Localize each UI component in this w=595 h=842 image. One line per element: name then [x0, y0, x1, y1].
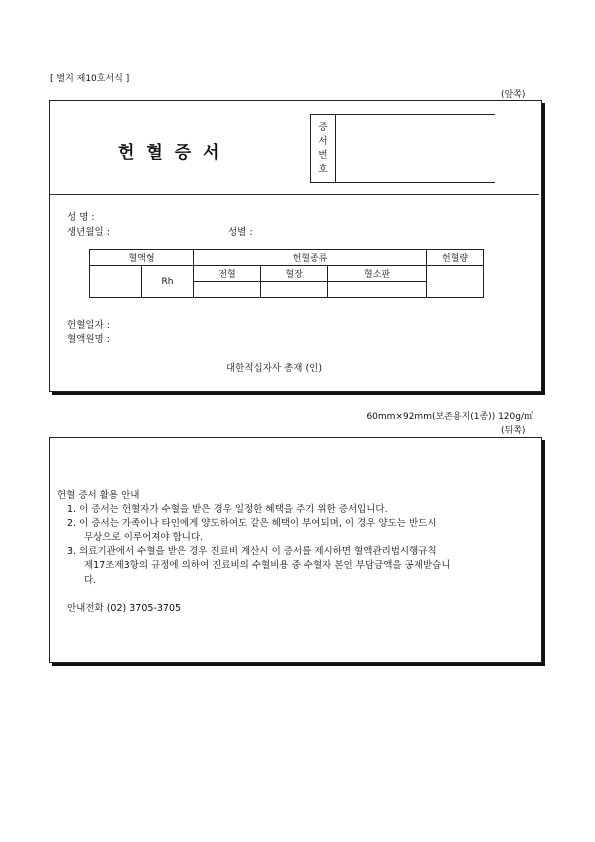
- donation-type-header: 헌혈종류: [194, 250, 427, 266]
- spec-line: 60mm×92mm(보존용지(1종)) 120g/㎡: [366, 412, 533, 422]
- subtype-whole-blood: 전혈: [194, 266, 261, 282]
- name-label: 성 명 :: [67, 212, 95, 223]
- blood-type-header: 혈액형: [90, 250, 194, 266]
- notice-item-1: 1. 이 증서는 헌혈자가 수혈을 받은 경우 일정한 혜택을 주기 위한 증서입니다.: [67, 504, 388, 515]
- plasma-cell: [261, 282, 328, 298]
- certificate-title: 헌 혈 증 서: [118, 143, 220, 163]
- cert-number-box: [310, 114, 495, 183]
- whole-blood-cell: [194, 282, 261, 298]
- blood-type-cell: [90, 266, 142, 298]
- back-side-label: (뒤쪽): [501, 426, 526, 436]
- form-label: [ 별지 제10호서식 ]: [50, 74, 130, 84]
- amount-cell: [427, 266, 484, 298]
- cert-number-label-text: 증서번호: [318, 121, 328, 175]
- platelet-cell: [328, 282, 427, 298]
- blood-info-table: [89, 249, 484, 298]
- notice-item-2-cont: 무상으로 이루어져야 합니다.: [84, 532, 204, 543]
- subtype-platelet: 혈소판: [328, 266, 427, 282]
- birth-label: 생년월일 :: [67, 227, 110, 238]
- issuer-text: 대한적십자사 총재 (인): [226, 363, 323, 374]
- rh-cell: Rh: [142, 266, 194, 298]
- notice-item-3-end: 다.: [84, 575, 97, 586]
- cert-number-label: [311, 115, 336, 182]
- front-side-label: (앞쪽): [501, 90, 526, 100]
- notice-item-2: 2. 이 증서는 가족이나 타인에게 양도하여도 같은 혜택이 부여되며, 이 경우 양도는 반드시: [67, 518, 437, 529]
- subtype-plasma: 혈장: [261, 266, 328, 282]
- notice-item-3: 3. 의료기관에서 수혈을 받은 경우 진료비 계산시 이 증서를 제시하면 혈액관리법시행규칙: [67, 546, 437, 557]
- donation-date-label: 헌혈일자 :: [67, 320, 110, 331]
- header-divider: [50, 194, 539, 195]
- sex-label: 성별 :: [228, 227, 253, 238]
- notice-heading: 헌혈 증서 활용 안내: [57, 490, 140, 501]
- amount-header: 헌혈량: [427, 250, 484, 266]
- center-label: 혈액원명 :: [67, 334, 110, 345]
- notice-item-3-cont: 제17조제3항의 규정에 의하여 진료비의 수혈비용 중 수혈자 본인 부담금액을 공제받습니: [84, 560, 451, 571]
- help-phone: 안내전화 (02) 3705-3705: [67, 603, 182, 614]
